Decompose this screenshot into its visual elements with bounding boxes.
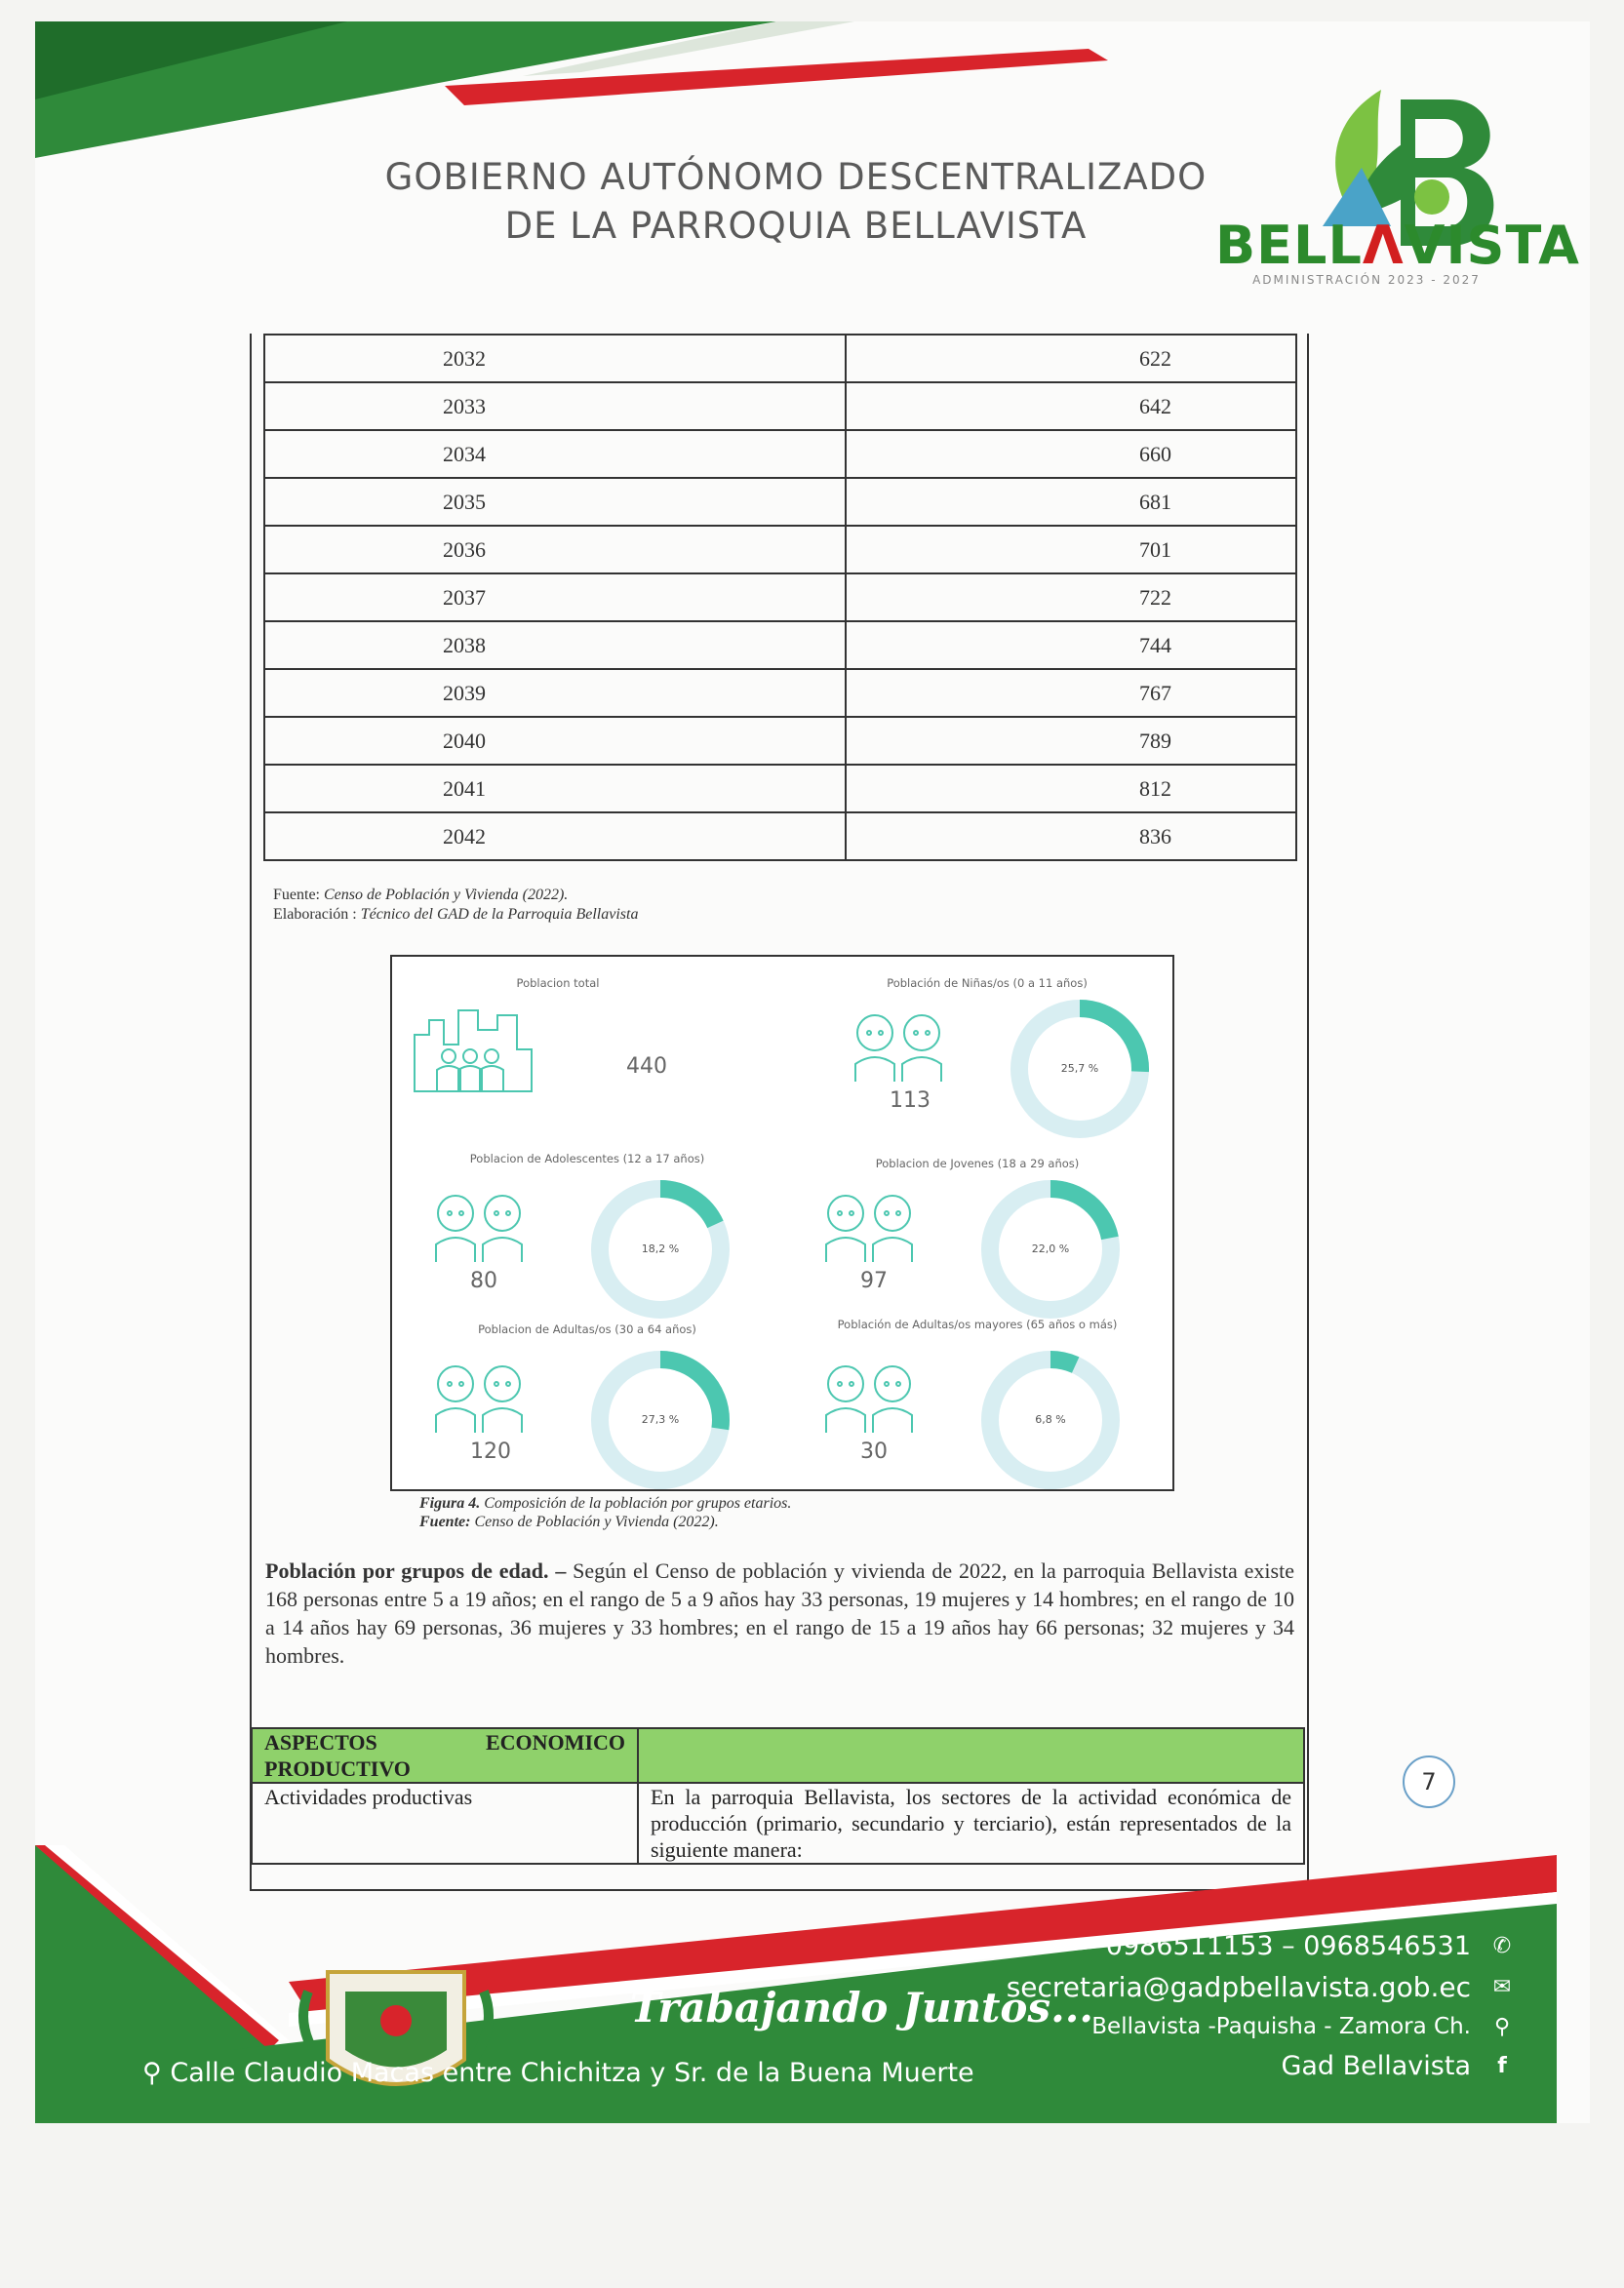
paragraph-heading: Población por grupos de edad. – [265, 1558, 567, 1583]
elaboration-text: Técnico del GAD de la Parroquia Bellavista [360, 906, 639, 923]
location-pin-icon: ⚲ [1493, 2014, 1511, 2039]
table-source [273, 886, 638, 925]
table-row [264, 573, 1296, 621]
document-page [35, 21, 1590, 2123]
year-cell: 2042 [264, 812, 846, 860]
people-pair-icon [426, 1357, 534, 1435]
table-row [264, 430, 1296, 478]
table-row [264, 526, 1296, 573]
population-value-cell: 789 [846, 717, 1296, 765]
table-row [264, 765, 1296, 812]
group-value: 30 [860, 1440, 888, 1464]
group-value: 97 [860, 1269, 888, 1293]
population-value-cell: 836 [846, 812, 1296, 860]
people-pair-icon [816, 1357, 924, 1435]
facebook-icon: f [1497, 2053, 1507, 2078]
total-title: Poblacion total [516, 976, 600, 990]
population-value-cell: 660 [846, 430, 1296, 478]
econ-header-c: PRODUCTIVO [264, 1756, 411, 1781]
age-groups-paragraph [265, 1557, 1294, 1670]
logo-word-b: VISTA [1404, 215, 1580, 276]
econ-header-a: ASPECTOS [264, 1730, 377, 1755]
caption-figure-text: Composición de la población por grupos etarios. [480, 1495, 792, 1512]
donut-percent-label: 6,8 % [1035, 1413, 1066, 1426]
source-text: Censo de Población y Vivienda (2022). [324, 887, 569, 903]
activity-description: En la parroquia Bellavista, los sectores de la actividad económica de producción (primario, secundario y terciario), están representados de la siguiente manera: [638, 1783, 1304, 1864]
footer-facebook: Gad Bellavista [1281, 2050, 1471, 2081]
year-cell: 2034 [264, 430, 846, 478]
year-cell: 2036 [264, 526, 846, 573]
table-row [264, 812, 1296, 860]
people-pair-icon [846, 1006, 953, 1084]
donut-percent-label: 22,0 % [1031, 1243, 1070, 1255]
activity-label: Actividades productivas [252, 1783, 638, 1864]
population-value-cell: 681 [846, 478, 1296, 526]
logo-caret: Λ [1362, 215, 1405, 276]
table-row [264, 478, 1296, 526]
group-title: Población de Adultas/os mayores (65 años o más) [837, 1318, 1118, 1331]
population-value-cell: 767 [846, 669, 1296, 717]
economic-header-empty [638, 1728, 1304, 1783]
group-value: 80 [470, 1269, 497, 1293]
table-row [264, 717, 1296, 765]
population-infographic [390, 955, 1174, 1491]
footer-address-row [142, 2058, 974, 2088]
whatsapp-icon: ✆ [1492, 1933, 1512, 1958]
header-title [308, 153, 1284, 251]
year-cell: 2037 [264, 573, 846, 621]
paragraph-body: Según el Censo de población y vivienda de 2022, en la parroquia Bellavista existe 168 personas entre 5 a 19 años; en el rango de 5 a 9 años hay 33 personas, 19 mujeres y 14 hombres; en el rango de 10 a 14 años hay 69 personas, 36 mujeres y 33 hombres; en el rango de 15 a 19 años hay 66 personas; 32 mujeres y 34 hombres. [265, 1558, 1294, 1668]
group-value: 120 [470, 1440, 511, 1464]
population-value-cell: 812 [846, 765, 1296, 812]
population-value-cell: 701 [846, 526, 1296, 573]
year-cell: 2041 [264, 765, 846, 812]
year-cell: 2032 [264, 335, 846, 382]
logo-wordmark [1215, 215, 1580, 276]
footer-slogan: Trabajando Juntos... [630, 1984, 1093, 2032]
group-title: Población de Niñas/os (0 a 11 años) [887, 976, 1088, 990]
donut-percent-label: 25,7 % [1060, 1062, 1099, 1075]
footer-email: secretaria@gadpbellavista.gob.ec [1006, 1970, 1471, 2003]
population-value-cell: 744 [846, 621, 1296, 669]
population-value-cell: 722 [846, 573, 1296, 621]
header-title-line2: DE LA PARROQUIA BELLAVISTA [504, 205, 1088, 247]
footer-location: Bellavista -Paquisha - Zamora Ch. [1091, 2014, 1471, 2039]
table-row [264, 335, 1296, 382]
population-value-cell: 622 [846, 335, 1296, 382]
source-label: Fuente: [273, 887, 324, 903]
economic-table [251, 1727, 1305, 1865]
year-cell: 2035 [264, 478, 846, 526]
donut-percent-label: 27,3 % [641, 1413, 680, 1426]
address-pin-icon: ⚲ [142, 2058, 171, 2088]
year-cell: 2039 [264, 669, 846, 717]
population-value-cell: 642 [846, 382, 1296, 430]
year-cell: 2033 [264, 382, 846, 430]
group-title: Poblacion de Jovenes (18 a 29 años) [875, 1157, 1080, 1170]
figure-caption [419, 1494, 791, 1531]
email-icon: ✉ [1492, 1974, 1512, 1999]
footer-address: Calle Claudio Macas entre Chichitza y Sr. de la Buena Muerte [170, 2058, 974, 2088]
year-cell: 2040 [264, 717, 846, 765]
total-value: 440 [626, 1054, 667, 1079]
table-row [264, 382, 1296, 430]
table-row [264, 669, 1296, 717]
population-table [263, 334, 1297, 861]
footer-phone: 0986511153 – 0968546531 [1105, 1930, 1471, 1961]
caption-figure-label: Figura 4. [419, 1495, 481, 1512]
economic-header-cell [252, 1728, 638, 1783]
caption-source-text: Censo de Población y Vivienda (2022). [470, 1514, 719, 1530]
population-group-icon [410, 1006, 546, 1093]
group-title: Poblacion de Adolescentes (12 a 17 años) [469, 1152, 705, 1165]
page-number: 7 [1403, 1755, 1455, 1808]
year-cell: 2038 [264, 621, 846, 669]
group-title: Poblacion de Adultas/os (30 a 64 años) [478, 1322, 696, 1336]
elaboration-label: Elaboración : [273, 906, 361, 923]
caption-source-label: Fuente: [419, 1514, 471, 1530]
people-pair-icon [816, 1186, 924, 1264]
header-title-line1: GOBIERNO AUTÓNOMO DESCENTRALIZADO [384, 156, 1208, 198]
donut-percent-label: 18,2 % [641, 1243, 680, 1255]
logo-subtitle: ADMINISTRACIÓN 2023 - 2027 [1252, 273, 1481, 287]
logo-word-a: BELL [1215, 215, 1363, 276]
group-value: 113 [890, 1088, 931, 1113]
table-row [264, 621, 1296, 669]
people-pair-icon [426, 1186, 534, 1264]
econ-header-b: ECONOMICO [486, 1730, 625, 1755]
